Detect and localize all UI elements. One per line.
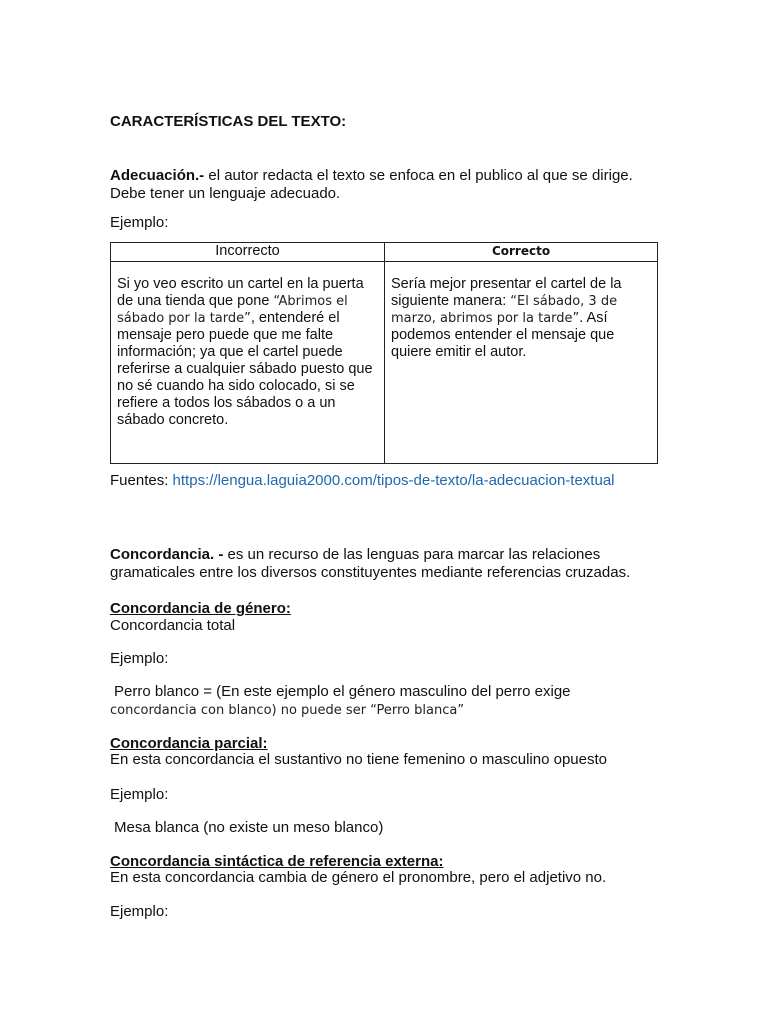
comparison-table	[110, 242, 658, 464]
parcial-ejemplo-label: Ejemplo:	[110, 786, 169, 803]
adecuacion-label: Adecuación.-	[110, 167, 205, 184]
adecuacion-ejemplo-label: Ejemplo:	[110, 214, 169, 231]
incorrecto-text-b: , entenderé el mensaje pero puede que me falte información; ya que el cartel puede referirse a cualquier sábado puesto que no sé cuando ha sido colocado, si se refiere a todos los sábados o a un sábado concreto.	[117, 310, 373, 428]
fuentes-line	[110, 472, 615, 490]
correcto-text-b: . Así podemos entender el mensaje que quiere emitir el autor.	[391, 310, 615, 360]
parcial-heading: Concordancia parcial:	[110, 735, 268, 752]
parcial-example: Mesa blanca (no existe un meso blanco)	[114, 819, 384, 836]
adecuacion-text: el autor redacta el texto se enfoca en el publico al que se dirige. Debe tener un lenguaje adecuado.	[110, 167, 633, 202]
sintactica-heading: Concordancia sintáctica de referencia externa:	[110, 853, 444, 870]
genero-ejemplo-label: Ejemplo:	[110, 650, 169, 667]
correcto-text-a: Sería mejor presentar el cartel de la siguiente manera:	[391, 276, 622, 309]
concordancia-label: Concordancia. -	[110, 546, 224, 563]
table-header-incorrecto: Incorrecto	[111, 243, 385, 262]
fuentes-label: Fuentes:	[110, 472, 173, 489]
concordancia-paragraph	[110, 546, 670, 582]
genero-text: Concordancia total	[110, 617, 236, 634]
sintactica-text: En esta concordancia cambia de género el pronombre, pero el adjetivo no.	[110, 869, 607, 886]
incorrecto-quote: “Abrimos el sábado por la tarde”	[117, 294, 348, 326]
table-cell-correcto	[385, 262, 658, 464]
genero-example-line1: Perro blanco = (En este ejemplo el género masculino del perro exige	[114, 683, 571, 700]
concordancia-text: es un recurso de las lenguas para marcar las relaciones gramaticales entre los diversos constituyentes mediante referencias cruzadas.	[110, 546, 631, 581]
sintactica-ejemplo-label: Ejemplo:	[110, 903, 169, 920]
incorrecto-text-a: Si yo veo escrito un cartel en la puerta de una tienda que pone	[117, 276, 364, 309]
fuentes-link[interactable]: https://lengua.laguia2000.com/tipos-de-texto/la-adecuacion-textual	[172, 472, 615, 489]
genero-example-line2: concordancia con blanco) no puede ser “Perro blanca”	[110, 703, 465, 718]
correcto-quote: “El sábado, 3 de marzo, abrimos por la tarde”	[391, 294, 618, 326]
parcial-text: En esta concordancia el sustantivo no tiene femenino o masculino opuesto	[110, 751, 607, 768]
page-title: CARACTERÍSTICAS DEL TEXTO:	[110, 113, 347, 130]
adecuacion-paragraph	[110, 167, 670, 203]
table-cell-incorrecto	[111, 262, 385, 464]
table-header-correcto: Correcto	[385, 243, 658, 262]
genero-heading: Concordancia de género:	[110, 600, 291, 617]
